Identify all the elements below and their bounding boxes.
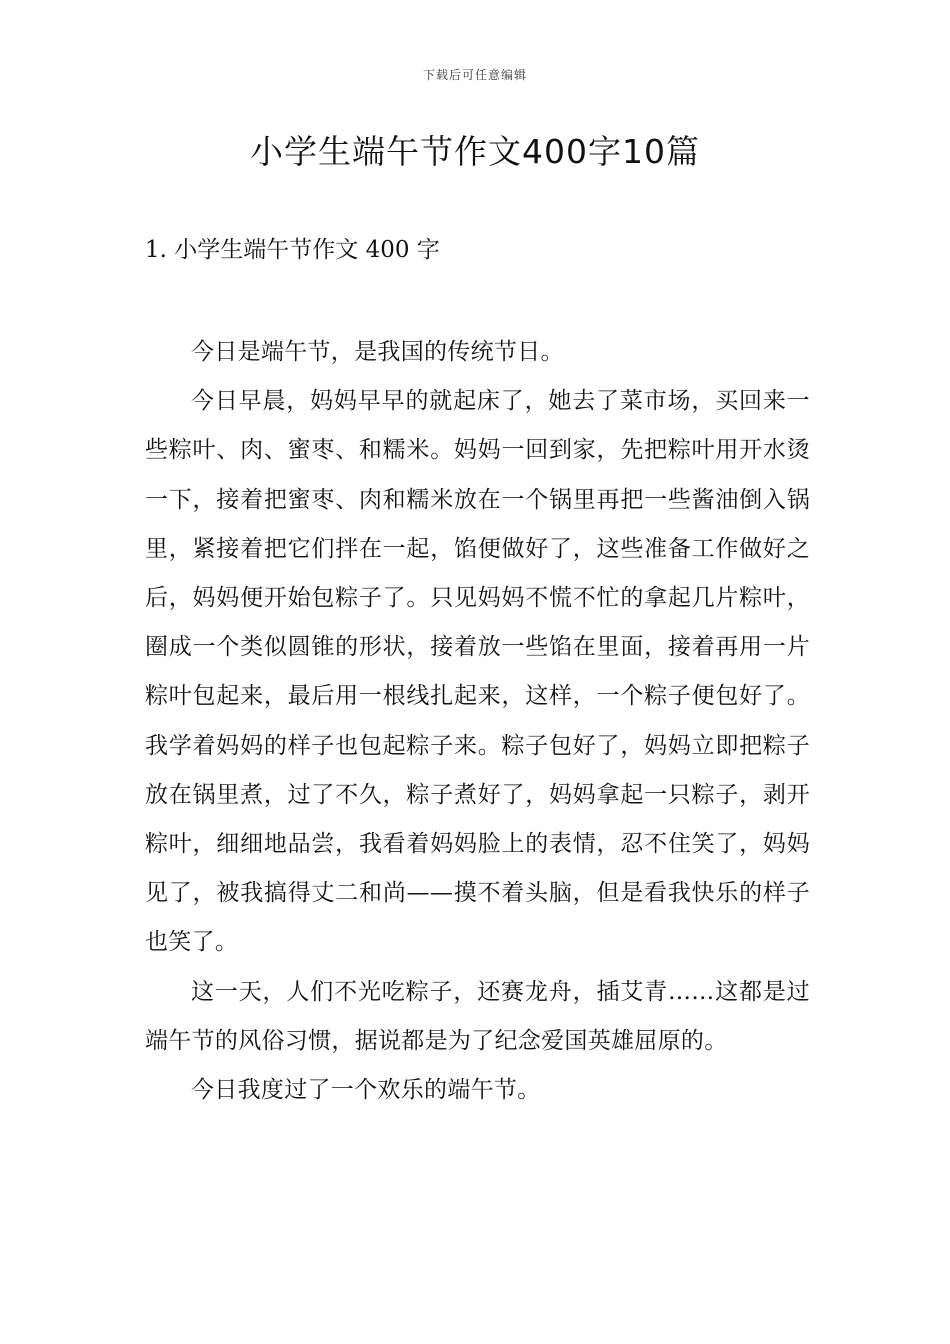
section-heading: 1. 小学生端午节作文 400 字 (145, 237, 440, 263)
essay-body (145, 328, 810, 1115)
document-title: 小学生端午节作文400字10篇 (250, 132, 700, 171)
paragraph: 今日早晨，妈妈早早的就起床了，她去了菜市场，买回来一些粽叶、肉、蜜枣、和糯米。妈妈一回到家，先把粽叶用开水烫一下，接着把蜜枣、肉和糯米放在一个锅里再把一些酱油倒入锅里，紧接着把它们拌在一起，馅便做好了，这些准备工作做好之后，妈妈便开始包粽子了。只见妈妈不慌不忙的拿起几片粽叶，圈成一个类似圆锥的形状，接着放一些馅在里面，接着再用一片粽叶包起来，最后用一根线扎起来，这样，一个粽子便包好了。我学着妈妈的样子也包起粽子来。粽子包好了，妈妈立即把粽子放在锅里煮，过了不久，粽子煮好了，妈妈拿起一只粽子，剥开粽叶，细细地品尝，我看着妈妈脸上的表情，忍不住笑了，妈妈见了，被我搞得丈二和尚——摸不着头脑，但是看我快乐的样子也笑了。 (145, 388, 810, 956)
paragraph: 这一天，人们不光吃粽子，还赛龙舟，插艾青……这都是过端午节的风俗习惯，据说都是为了纪念爱国英雄屈原的。 (145, 978, 810, 1054)
header-note: 下载后可任意编辑 (422, 68, 527, 82)
paragraph: 今日我度过了一个欢乐的端午节。 (191, 1077, 541, 1104)
paragraph: 今日是端午节，是我国的传统节日。 (191, 339, 564, 365)
